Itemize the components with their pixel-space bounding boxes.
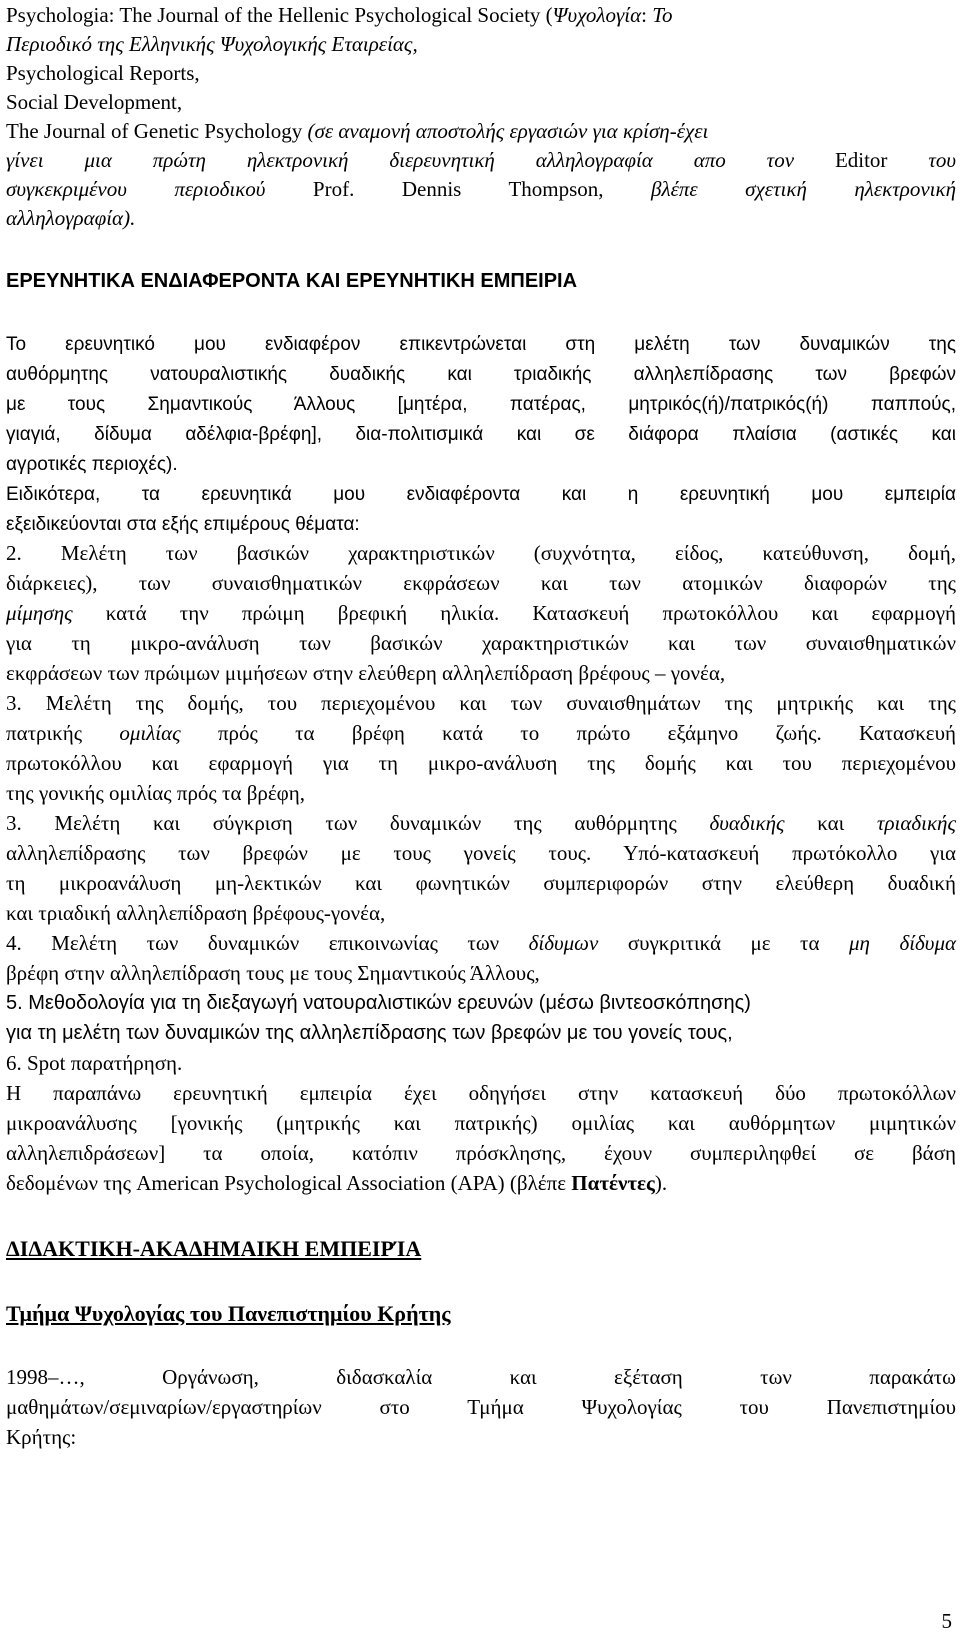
text: μη δίδυμα xyxy=(849,931,957,955)
list-item-line: βρέφη στην αλληλεπίδραση τους με τους Σημαντικούς Άλλους, xyxy=(6,961,540,985)
text: μίμησης xyxy=(6,601,73,625)
teaching-heading: ΔΙΔΑΚΤΙΚΗ-ΑΚΑΔΗΜΑΙΚΗ ΕΜΠΕΙΡΊΑ xyxy=(6,1236,422,1261)
paragraph-line: Ειδικότερα, τα ερευνητικά μου ενδιαφέροντα και η ερευνητική μου εμπειρία xyxy=(6,484,956,505)
paragraph-line: Το ερευνητικό μου ενδιαφέρον επικεντρώνεται στη μελέτη των δυναμικών της xyxy=(6,334,956,355)
paragraph-line: Κρήτης: xyxy=(6,1425,77,1449)
journal-line xyxy=(6,174,956,204)
text: κατά την πρώιμη βρεφική ηλικία. Κατασκευή πρωτοκόλλου και εφαρμογή xyxy=(72,601,956,625)
list-item-line xyxy=(6,928,956,958)
department-heading: Τμήμα Ψυχολογίας του Πανεπιστημίου Κρήτης xyxy=(6,1301,451,1326)
paragraph-line: μαθημάτων/σεμιναρίων/εργαστηρίων στο Τμήμα Ψυχολογίας του Πανεπιστημίου xyxy=(6,1395,956,1419)
text: Psychologia: The Journal of the Hellenic Psychological Society ( xyxy=(6,3,553,27)
paragraph-line: 1998–…, Οργάνωση, διδασκαλία και εξέταση των παρακάτω xyxy=(6,1365,956,1389)
list-item-line: 6. Spot παρατήρηση. xyxy=(6,1051,183,1075)
paragraph-line: με τους Σημαντικούς Άλλους [μητέρα, πατέρας, μητρικός(ή)/πατρικός(ή) παππούς, xyxy=(6,394,956,415)
paragraph-line: εξειδικεύονται στα εξής επιμέρους θέματα: xyxy=(6,514,360,535)
text: : xyxy=(641,3,653,27)
list-item-line xyxy=(6,808,956,838)
text: πατρικής xyxy=(6,721,120,745)
text: ομιλίας xyxy=(119,721,181,745)
list-item-line: για τη μικρο-ανάλυση των βασικών χαρακτηριστικών και των συναισθηματικών xyxy=(6,631,956,655)
journal-line xyxy=(6,145,956,175)
document-page xyxy=(6,0,956,1647)
page-number: 5 xyxy=(941,1609,952,1633)
list-item-line: 2. Μελέτη των βασικών χαρακτηριστικών (συχνότητα, είδος, κατεύθυνση, δομή, xyxy=(6,541,956,565)
journal-line xyxy=(6,0,956,30)
journal-line: Social Development, xyxy=(6,90,183,114)
text: του xyxy=(887,148,957,172)
paragraph-line: μικροανάλυσης [γονικής (μητρικής και πατρικής) ομιλίας και αυθόρμητων μιμητικών xyxy=(6,1111,956,1135)
paragraph-line: αλληλεπιδράσεων] τα οποία, κατόπιν πρόσκλησης, έχουν συμπεριληφθεί σε βάση xyxy=(6,1141,956,1165)
list-item-line: τη μικροανάλυση μη-λεκτικών και φωνητικών συμπεριφορών στην ελεύθερη δυαδική xyxy=(6,871,956,895)
text: τριαδικής xyxy=(876,811,956,835)
list-item-line: πρωτοκόλλου και εφαρμογή για τη μικρο-ανάλυση της δομής και του περιεχομένου xyxy=(6,751,956,775)
list-item-line: και τριαδική αλληλεπίδραση βρέφους-γονέα, xyxy=(6,901,386,925)
text: συγκριτικά με τα xyxy=(598,931,849,955)
text: συγκεκριμένου περιοδικού xyxy=(6,177,313,201)
list-item-line: αλληλεπίδρασης των βρεφών με τους γονείς τους. Υπό-κατασκευή πρωτόκολλο για xyxy=(6,841,956,865)
text: δεδομένων της American Psychological Association (APA) (βλέπε xyxy=(6,1171,572,1195)
text: The Journal of Genetic Psychology xyxy=(6,119,308,143)
paragraph-line xyxy=(6,1168,956,1198)
text: και xyxy=(784,811,877,835)
text: 3. Μελέτη και σύγκριση των δυναμικών της αυθόρμητης xyxy=(6,811,710,835)
list-item-line xyxy=(6,718,956,748)
research-heading: ΕΡΕΥΝΗΤΙΚΑ ΕΝΔΙΑΦΕΡΟΝΤΑ ΚΑΙ ΕΡΕΥΝΗΤΙΚΗ ΕΜΠΕΙΡΙΑ xyxy=(6,270,578,292)
text: δυαδικής xyxy=(709,811,785,835)
text: Prof. Dennis Thompson, xyxy=(312,177,604,201)
paragraph-line: αυθόρμητης νατουραλιστικής δυαδικής και τριαδικής αλληλεπίδρασης των βρεφών xyxy=(6,364,956,385)
text: 4. Μελέτη των δυναμικών επικοινωνίας των xyxy=(6,931,529,955)
list-item-line: για τη μελέτη των δυναμικών της αλληλεπίδρασης των βρεφών με του γονείς τους, xyxy=(6,1022,733,1044)
text: γίνει μια πρώτη ηλεκτρονική διερευνητική αλληλογραφία απο τον xyxy=(6,148,835,172)
text: Το xyxy=(652,3,673,27)
list-item-line: εκφράσεων των πρώιμων μιμήσεων στην ελεύθερη αλληλεπίδραση βρέφους – γονέα, xyxy=(6,661,726,685)
list-item-line: της γονικής ομιλίας πρός τα βρέφη, xyxy=(6,781,306,805)
text: (σε αναμονή αποστολής εργασιών για κρίση-έχει xyxy=(307,119,709,143)
paragraph-line: γιαγιά, δίδυμα αδέλφια-βρέφη], δια-πολιτισμικά και σε διάφορα πλαίσια (αστικές και xyxy=(6,424,956,445)
text: δίδυμων xyxy=(528,931,599,955)
list-item-line: 5. Μεθοδολογία για τη διεξαγωγή νατουραλιστικών ερευνών (μέσω βιντεοσκόπησης) xyxy=(6,992,751,1014)
list-item-line: διάρκειες), των συναισθηματικών εκφράσεων και των ατομικών διαφορών της xyxy=(6,571,956,595)
journal-line: Psychological Reports, xyxy=(6,61,200,85)
list-item-line xyxy=(6,598,956,628)
patents-link-text: Πατέντες xyxy=(571,1171,655,1195)
text: πρός τα βρέφη κατά το πρώτο εξάμηνο ζωής. Κατασκευή xyxy=(180,721,956,745)
journal-line: αλληλογραφία). xyxy=(6,206,136,230)
paragraph-line: αγροτικές περιοχές). xyxy=(6,454,178,475)
text: Editor xyxy=(834,148,888,172)
text: Ψυχολογία xyxy=(552,3,642,27)
journal-line: Περιοδικό της Ελληνικής Ψυχολογικής Εταιρείας, xyxy=(6,32,418,56)
text: ). xyxy=(654,1171,668,1195)
text: βλέπε σχετική ηλεκτρονική xyxy=(603,177,956,201)
paragraph-line: Η παραπάνω ερευνητική εμπειρία έχει οδηγήσει στην κατασκευή δύο πρωτοκόλλων xyxy=(6,1081,956,1105)
journal-line xyxy=(6,116,956,146)
list-item-line: 3. Μελέτη της δομής, του περιεχομένου και των συναισθημάτων της μητρικής και της xyxy=(6,691,956,715)
